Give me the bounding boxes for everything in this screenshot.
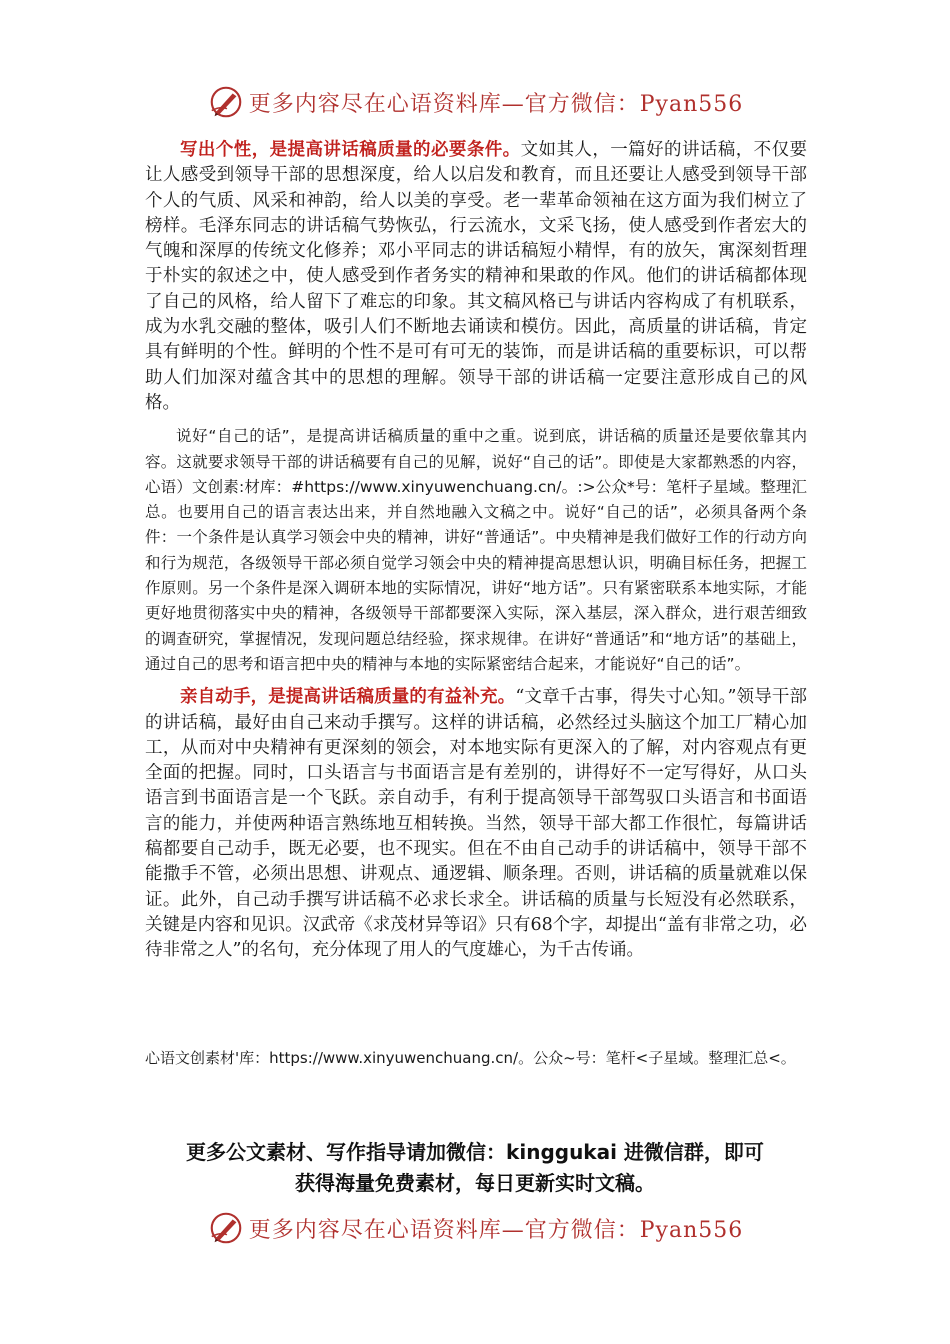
source-note: 心语文创素材'库：https://www.xinyuwenchuang.cn/。公众~号：笔杆<子星域。整理汇总<。: [145, 1049, 796, 1067]
banner-text: 更多内容尽在心语资料库—官方微信：Pyan556: [248, 91, 744, 117]
paragraph-heading: 写出个性，是提高讲话稿质量的必要条件。: [180, 140, 521, 160]
paragraph-write-yourself: [145, 685, 807, 963]
promo-block: [100, 1137, 850, 1199]
pen-logo-icon: [207, 83, 245, 121]
header-banner: [0, 82, 950, 122]
promo-line-2: 获得海量免费素材，每日更新实时文稿。: [295, 1171, 655, 1195]
paragraph-heading: 亲自动手，是提高讲话稿质量的有益补充。: [180, 687, 516, 708]
footer-banner: [0, 1208, 950, 1248]
paragraph-own-words: 说好“自己的话”，是提高讲话稿质量的重中之重。说到底，讲话稿的质量还是要依靠其内容。这就要求领导干部的讲话稿要有自己的见解，说好“自己的话”。即使是大家都熟悉的内容，心语）文创素:材库：#https://www.xinyuwenchuang.cn/。:>公众*号：笔杆子星域。整理汇总。也要用自己的语言表达出来，并自然地融入文稿之中。说好“自己的话”，必须具备两个条件：一个条件是认真学习领会中央的精神，讲好“普通话”。中央精神是我们做好工作的行动方向和行为规范，各级领导干部必须自觉学习领会中央的精神提高思想认识，明确目标任务，把握工作原则。另一个条件是深入调研本地的实际情况，讲好“地方话”。只有紧密联系本地实际，才能更好地贯彻落实中央的精神，各级领导干部都要深入实际，深入基层，深入群众，进行艰苦细致的调查研究，掌握情况，发现问题总结经验，探求规律。在讲好“普通话”和“地方话”的基础上，通过自己的思考和语言把中央的精神与本地的实际紧密结合起来，才能说好“自己的话”。: [145, 427, 807, 673]
paragraph-individuality: [145, 138, 807, 416]
paragraph-text: “文章千古事，得失寸心知。”领导干部的讲话稿，最好由自己来动手撰写。这样的讲话稿，必然经过头脑这个加工厂精心加工，从而对中央精神有更深刻的领会，对本地实际有更深入的了解，对内容观点有更全面的把握。同时，口头语言与书面语言是有差别的，讲得好不一定写得好，从口头语言到书面语言是一个飞跃。亲自动手，有利于提高领导干部驾驭口头语言和书面语言的能力，并使两种语言熟练地互相转换。当然，领导干部大都工作很忙，每篇讲话稿都要自己动手，既无必要，也不现实。但在不由自己动手的讲话稿中，领导干部不能撒手不管，必须出思想、讲观点、通逻辑、顺条理。否则，讲话稿的质量就难以保证。此外，自己动手撰写讲话稿不必求长求全。讲话稿的质量与长短没有必然联系，关键是内容和见识。汉武帝《求茂材异等诏》只有68个字，却提出“盖有非常之功，必待非常之人”的名句，充分体现了用人的气度雄心，为千古传诵。: [145, 687, 807, 961]
article-body: [145, 138, 807, 964]
paragraph-text: 文如其人，一篇好的讲话稿，不仅要让人感受到领导干部的思想深度，给人以启发和教育，而且还要让人感受到领导干部个人的气质、风采和神韵，给人以美的享受。老一辈革命领袖在这方面为我们树立了榜样。毛泽东同志的讲话稿气势恢弘，行云流水，文采飞扬，使人感受到作者宏大的气魄和深厚的传统文化修养；邓小平同志的讲话稿短小精悍，有的放矢，寓深刻哲理于朴实的叙述之中，使人感受到作者务实的精神和果敢的作风。他们的讲话稿都体现了自己的风格，给人留下了难忘的印象。其文稿风格已与讲话内容构成了有机联系，成为水乳交融的整体，吸引人们不断地去诵读和模仿。因此，高质量的讲话稿，肯定具有鲜明的个性。鲜明的个性不是可有可无的装饰，而是讲话稿的重要标识，可以帮助人们加深对蕴含其中的思想的理解。领导干部的讲话稿一定要注意形成自己的风格。: [145, 140, 808, 413]
promo-line-1: 更多公文素材、写作指导请加微信：kinggukai 进微信群，即可: [186, 1140, 764, 1164]
pen-logo-icon: [207, 1209, 245, 1247]
banner-text: 更多内容尽在心语资料库—官方微信：Pyan556: [248, 1217, 744, 1243]
